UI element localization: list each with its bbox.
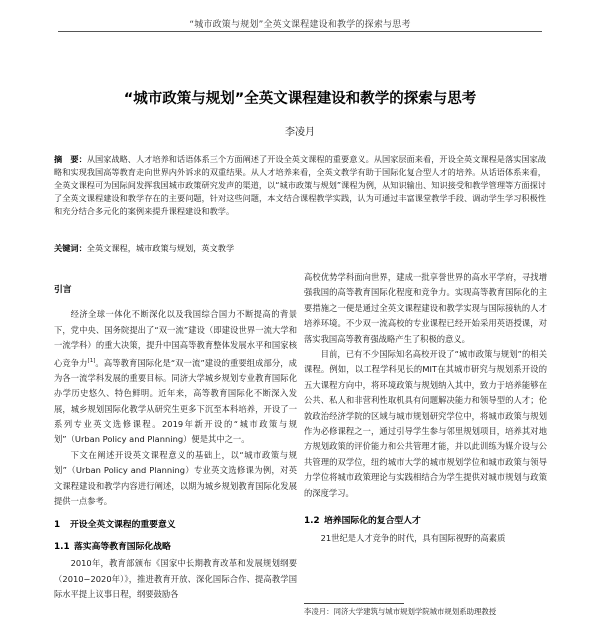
intro-paragraph-2: 下文在阐述开设英文课程意义的基础上，以“城市政策与规划”（Urban Policy and Planning）专业英文选修课为例，对英文课程建设和教学内容进行阐述，以期为城乡规划教育国际化发展提供一点参考。 xyxy=(54,449,297,507)
right-paragraph-1: 高校优势学科面向世界，建成一批享誉世界的高水平学府，寻找增强我国的高等教育国际化程度和竞争力。实现高等教育国际化的主要措施之一便是通过全英文课程建设和教学实现与国际接轨的人才培养环境。不少双一流高校的专业课程已经开始采用英语授课，对落实我国高等教育强战略产生了积极的意义。 xyxy=(304,272,547,344)
abstract-text: 从国家战略、人才培养和话语体系三个方面阐述了开设全英文课程的重要意义。从国家层面来看，开设全英文课程是落实国家战略和实现我国高等教育走向世界内外诉求的双重结果。从人才培养来看，全英文教学有助于国际化复合型人才的培养。从话语体系来看，全英文课程可为国际间发挥我国城市政策研究发声的渠道，以“城市政策与规划”课程为例，从知识输出、知识接受和教学管理等方面探讨了全英文课程建设和教学存在的主要问题，针对这些问题，本文结合课程教学实践，认为可通过丰富课堂教学手段、调动学生学习积极性和充分结合多元化的案例来提升课程建设和教学。 xyxy=(54,154,546,217)
section-1-1-heading xyxy=(54,540,297,555)
paper-title: “城市政策与规划”全英文课程建设和教学的探索与思考 xyxy=(123,91,477,107)
keywords-text: 全英文课程，城市政策与规划，英文教学 xyxy=(86,243,235,253)
citation-ref: [1] xyxy=(87,357,96,364)
intro-paragraph-1 xyxy=(54,307,297,447)
section-1-1-title: 落实高等教育国际化战略 xyxy=(74,541,171,552)
footnote-rule xyxy=(304,603,404,604)
section-1-2-heading xyxy=(304,514,547,529)
abstract xyxy=(54,153,546,218)
running-header: “城市政策与规划”全英文课程建设和教学的探索与思考 xyxy=(189,20,411,30)
section-1-heading xyxy=(54,518,297,533)
keywords-label: 关键词： xyxy=(54,243,87,253)
section-1-2-number: 1.2 xyxy=(304,516,320,527)
keywords xyxy=(54,242,546,255)
abstract-label: 摘 要： xyxy=(54,154,87,164)
intro-paragraph-1-text-b: 。高等教育国际化是“双一流”建设的重要组成部分，成为各一流学科发展的重要目标。同济大学城乡规划专业教育国际化办学历史悠久、特色鲜明。近年来，高等教育国际化不断深入发展，城乡规划国际化教学从研究生更多下沉至本科培养，开设了一系列专业英文选修课程。2019年新开设的“城市政策与规划”（Urban Policy and Planning）便是其中之一。 xyxy=(54,357,297,445)
intro-heading: 引言 xyxy=(54,285,72,295)
intro-paragraph-1-text-a: 经济全球一体化不断深化以及我国综合国力不断提高的背景下，党中央、国务院提出了“双一流”建设（即建设世界一流大学和一流学科）的重大决策，提升中国高等教育整体发展水平和国家核心竞争力 xyxy=(54,309,297,368)
section-1-number: 1 xyxy=(54,520,61,531)
section-1-1-paragraph: 2010年，教育部颁布《国家中长期教育改革和发展规划纲要（2010−2020年）》，推进教育开放、深化国际合作、提高教学国际水平提上议事日程，纲要鼓励各 xyxy=(54,558,297,600)
header-rule xyxy=(58,31,542,32)
right-column xyxy=(304,270,547,546)
section-1-2-title: 培养国际化的复合型人才 xyxy=(324,516,421,527)
section-1-2-paragraph: 21世纪是人才竞争的时代，具有国际视野的高素质 xyxy=(320,532,506,543)
author-footnote: 李凌月：同济大学建筑与城市规划学院城市规划系助理教授 xyxy=(304,607,497,616)
section-1-1-number: 1.1 xyxy=(54,541,70,552)
author-name: 李凌月 xyxy=(285,127,315,138)
right-paragraph-2: 目前，已有不少国际知名高校开设了“城市政策与规划”的相关课程。例如，以工程学科见长的MIT在其城市研究与规划系开设的五大课程方向中，将环境政策与规划纳入其中，致力于培养能够在公共、私人和非营利性取机具有问题解决能力和领导型的人才；伦敦政治经济学院的区域与城市规划研究学位中，将城市政策与规划作为必修课程之一，通过引导学生参与邻里规划项目，培养其对地方规划政策的评价能力和公共管理才能，并以此训练为媒介设与公共管理的双学位，纽约城市大学的城市规划学位和城市政策与领导力学位将城市政策理论与实践相结合为学生提供对城市规划与政策的深度学习。 xyxy=(304,349,547,498)
section-1-title: 开设全英文课程的重要意义 xyxy=(70,520,176,531)
left-column xyxy=(54,270,297,602)
